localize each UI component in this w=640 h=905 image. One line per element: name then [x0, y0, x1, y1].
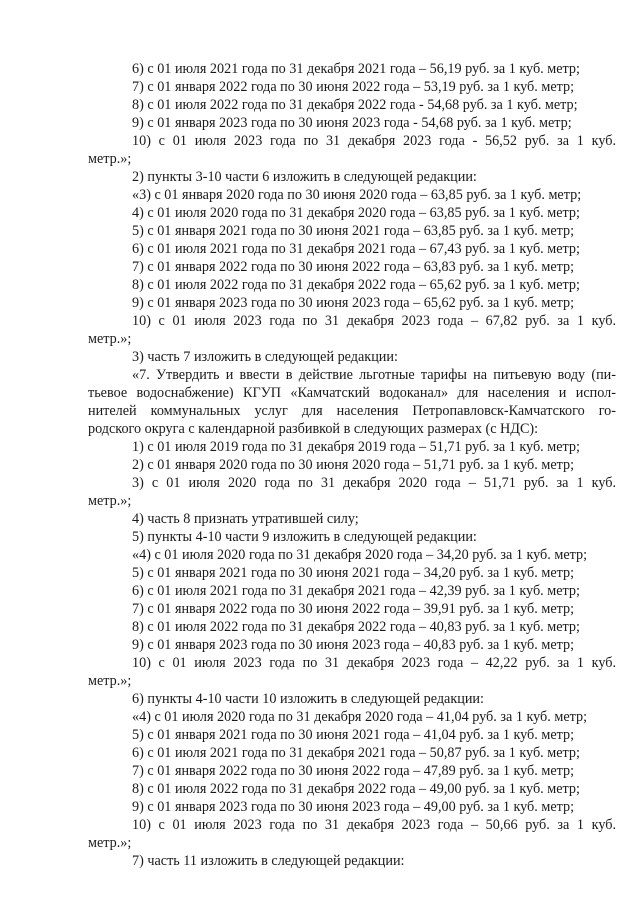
text-line: 10) с 01 июля 2023 года по 31 декабря 2023 года – 67,82 руб. за 1 куб.: [132, 313, 616, 329]
text-line: «4) с 01 июля 2020 года по 31 декабря 2020 года – 41,04 руб. за 1 куб. метр;: [132, 709, 588, 725]
text-line: метр.»;: [88, 493, 132, 509]
text-line: 10) с 01 июля 2023 года по 31 декабря 2023 года – 50,66 руб. за 1 куб.: [132, 817, 616, 833]
text-line: 5) пункты 4-10 части 9 изложить в следующей редакции:: [132, 529, 477, 545]
text-line: 6) с 01 июля 2021 года по 31 декабря 2021 года – 50,87 руб. за 1 куб. метр;: [132, 745, 580, 761]
text-line: 5) с 01 января 2021 года по 30 июня 2021 года – 63,85 руб. за 1 куб. метр;: [132, 223, 575, 239]
text-line: 6) пункты 4-10 части 10 изложить в следующей редакции:: [132, 691, 484, 707]
text-line: 1) с 01 июля 2019 года по 31 декабря 2019 года – 51,71 руб. за 1 куб. метр;: [132, 439, 580, 455]
text-line: 3) с 01 июля 2020 года по 31 декабря 2020 года – 51,71 руб. за 1 куб.: [132, 475, 616, 491]
text-line: 7) с 01 января 2022 года по 30 июня 2022 года – 53,19 руб. за 1 куб. метр;: [132, 79, 575, 95]
text-line: 6) с 01 июля 2021 года по 31 декабря 2021 года – 56,19 руб. за 1 куб. метр;: [132, 61, 580, 77]
text-line: 9) с 01 января 2023 года по 30 июня 2023 года – 40,83 руб. за 1 куб. метр;: [132, 637, 575, 653]
text-line: 5) с 01 января 2021 года по 30 июня 2021 года – 41,04 руб. за 1 куб. метр;: [132, 727, 575, 743]
text-line: 6) с 01 июля 2021 года по 31 декабря 2021 года – 42,39 руб. за 1 куб. метр;: [132, 583, 580, 599]
text-line: «7. Утвердить и ввести в действие льготные тарифы на питьевую воду (пи-: [132, 367, 616, 383]
text-line: 8) с 01 июля 2022 года по 31 декабря 2022 года – 40,83 руб. за 1 куб. метр;: [132, 619, 580, 635]
text-line: метр.»;: [88, 673, 132, 689]
document-page: [88, 60, 616, 870]
text-line: 4) часть 8 признать утратившей силу;: [132, 511, 359, 527]
text-line: 8) с 01 июля 2022 года по 31 декабря 2022 года – 65,62 руб. за 1 куб. метр;: [132, 277, 580, 293]
text-line: 2) пункты 3-10 части 6 изложить в следующей редакции:: [132, 169, 477, 185]
text-line: метр.»;: [88, 835, 132, 851]
text-line: 9) с 01 января 2023 года по 30 июня 2023 года – 65,62 руб. за 1 куб. метр;: [132, 295, 575, 311]
text-line: метр.»;: [88, 331, 132, 347]
text-line: 7) с 01 января 2022 года по 30 июня 2022 года – 63,83 руб. за 1 куб. метр;: [132, 259, 575, 275]
text-line: 3) часть 7 изложить в следующей редакции:: [132, 349, 398, 365]
text-line: 2) с 01 января 2020 года по 30 июня 2020 года – 51,71 руб. за 1 куб. метр;: [132, 457, 575, 473]
text-line: 5) с 01 января 2021 года по 30 июня 2021 года – 34,20 руб. за 1 куб. метр;: [132, 565, 575, 581]
text-line: 7) с 01 января 2022 года по 30 июня 2022 года – 39,91 руб. за 1 куб. метр;: [132, 601, 575, 617]
text-line: 6) с 01 июля 2021 года по 31 декабря 2021 года – 67,43 руб. за 1 куб. метр;: [132, 241, 580, 257]
text-line: 7) часть 11 изложить в следующей редакции:: [132, 853, 405, 869]
text-line: «3) с 01 января 2020 года по 30 июня 2020 года – 63,85 руб. за 1 куб. метр;: [132, 187, 582, 203]
text-line: 10) с 01 июля 2023 года по 31 декабря 2023 года - 56,52 руб. за 1 куб.: [132, 133, 616, 149]
text-line: 10) с 01 июля 2023 года по 31 декабря 2023 года – 42,22 руб. за 1 куб.: [132, 655, 616, 671]
text-line: 8) с 01 июля 2022 года по 31 декабря 2022 года - 54,68 руб. за 1 куб. метр;: [132, 97, 578, 113]
text-line: нителей коммунальных услуг для населения Петропавловск-Камчатского го-: [88, 403, 616, 419]
text-line: «4) с 01 июля 2020 года по 31 декабря 2020 года – 34,20 руб. за 1 куб. метр;: [132, 547, 588, 563]
text-line: 8) с 01 июля 2022 года по 31 декабря 2022 года – 49,00 руб. за 1 куб. метр;: [132, 781, 580, 797]
text-line: 7) с 01 января 2022 года по 30 июня 2022 года – 47,89 руб. за 1 куб. метр;: [132, 763, 575, 779]
text-line: 9) с 01 января 2023 года по 30 июня 2023 года - 54,68 руб. за 1 куб. метр;: [132, 115, 572, 131]
text-line: тьевое водоснабжение) КГУП «Камчатский водоканал» для населения и испол-: [88, 385, 616, 401]
text-line: 4) с 01 июля 2020 года по 31 декабря 2020 года – 63,85 руб. за 1 куб. метр;: [132, 205, 580, 221]
text-line: 9) с 01 января 2023 года по 30 июня 2023 года – 49,00 руб. за 1 куб. метр;: [132, 799, 575, 815]
text-line: метр.»;: [88, 151, 132, 167]
text-line: родского округа с календарной разбивкой в следующих размерах (с НДС):: [88, 421, 539, 437]
